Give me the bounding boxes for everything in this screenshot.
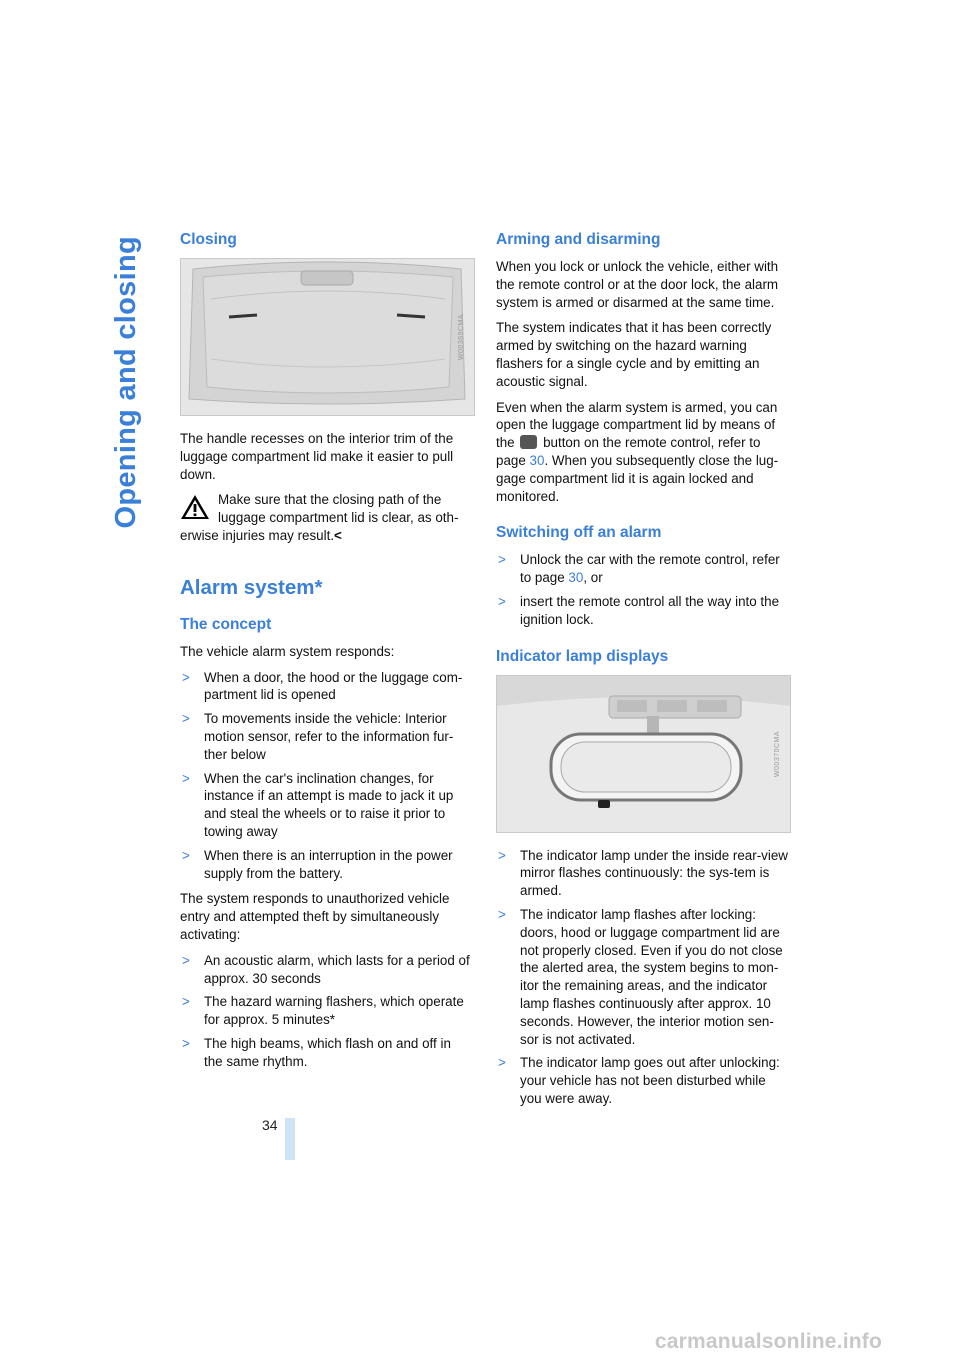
watermark: carmanualsonline.info	[654, 1330, 882, 1353]
remote-trunk-button-icon	[520, 435, 537, 449]
page-number: 34	[262, 1117, 278, 1133]
list-item: > When the car's inclination changes, for instance if an attempt is made to jack it up and steal the wheels or to raise it prior to towing away	[182, 770, 454, 839]
page-link[interactable]: 30	[529, 452, 545, 468]
concept-intro: The vehicle alarm system responds:	[180, 643, 395, 659]
warning-text: Make sure that the closing path of the luggage compartment lid is clear, as oth-erwise injuries may result.	[180, 492, 459, 543]
page-marker-bar	[285, 1118, 295, 1160]
arming-paragraph-1: When you lock or unlock the vehicle, either with the remote control or at the door lock, the alarm system is armed or disarmed at the same time.	[496, 259, 779, 310]
arming-heading: Arming and disarming	[496, 231, 661, 248]
page-link[interactable]: 30	[568, 570, 584, 586]
rearview-mirror-illustration	[497, 676, 790, 832]
figure-code: W00369CMA	[458, 313, 466, 361]
figure-code: W00370CMA	[774, 730, 782, 777]
activating-intro: The system responds to unauthorized vehicle entry and attempted theft by simultaneously activating:	[180, 891, 450, 942]
concept-heading: The concept	[180, 615, 272, 633]
indicator-list	[496, 847, 789, 1108]
warning-triangle-icon	[180, 493, 210, 521]
list-item: > insert the remote control all the way into the ignition lock.	[498, 593, 780, 627]
indicator-heading: Indicator lamp displays	[496, 647, 669, 665]
activating-list	[180, 952, 473, 1071]
list-item: > The hazard warning flashers, which operate for approx. 5 minutes*	[182, 994, 464, 1028]
closing-heading: Closing	[180, 231, 237, 248]
list-item: > Unlock the car with the remote control, refer to page 30, or	[498, 552, 780, 586]
arming-paragraph-3: Even when the alarm system is armed, you can open the luggage compartment lid by means of the button on the remote control, refer to page 30. When you subsequently close the lug-gage compartment lid it is again locked and monitored.	[496, 399, 779, 504]
list-item: > The indicator lamp flashes after locking: doors, hood or luggage compartment lid are not properly closed. Even if you do not close the alerted area, the system begins to mon-itor the remaining areas, and the indicator lamp flashes continuously after approx. 10 seconds. However, the interior motion sen-sor is not activated.	[498, 906, 783, 1047]
list-item: > The indicator lamp under the inside rear-view mirror flashes continuously: the sys-tem is armed.	[498, 847, 788, 899]
list-item: > An acoustic alarm, which lasts for a period of approx. 30 seconds	[182, 952, 470, 986]
mirror-figure	[496, 675, 791, 833]
warning-note	[180, 491, 473, 544]
list-item: > When a door, the hood or the luggage com-partment lid is opened	[182, 669, 463, 703]
responds-list	[180, 669, 473, 883]
list-item: > The indicator lamp goes out after unlocking: your vehicle has not been disturbed while you were away.	[498, 1055, 780, 1106]
switching-off-heading: Switching off an alarm	[496, 524, 662, 542]
luggage-lid-figure	[180, 258, 475, 416]
arming-paragraph-2: The system indicates that it has been correctly armed by switching on the hazard warning flashers for a single cycle and by emitting an acoustic signal.	[496, 320, 772, 389]
left-column	[180, 230, 473, 1079]
alarm-system-heading: Alarm system*	[180, 575, 323, 599]
chapter-title: Opening and closing	[110, 236, 142, 529]
list-item: > To movements inside the vehicle: Interior motion sensor, refer to the information fur-ther below	[182, 711, 454, 762]
end-marker: <	[334, 527, 342, 543]
closing-text: The handle recesses on the interior trim of the luggage compartment lid make it easier to pull down.	[180, 431, 454, 482]
right-column	[496, 230, 789, 1116]
switching-list	[496, 551, 789, 628]
luggage-lid-illustration	[181, 259, 474, 415]
list-item: > The high beams, which flash on and off in the same rhythm.	[182, 1035, 451, 1069]
list-item: > When there is an interruption in the power supply from the battery.	[182, 847, 453, 881]
